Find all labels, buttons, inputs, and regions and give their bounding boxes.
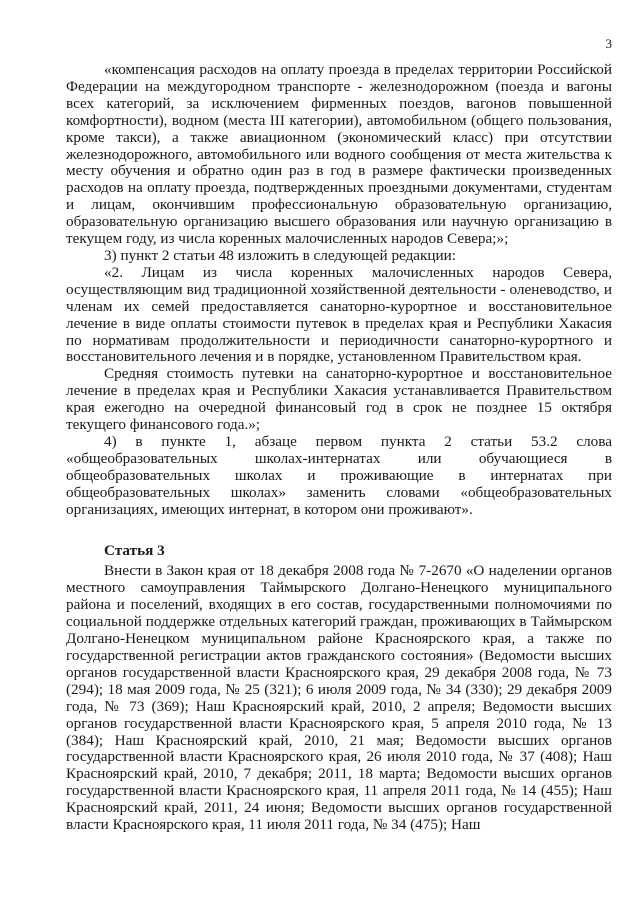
page-number: 3: [605, 36, 612, 51]
paragraph-average-cost: Средняя стоимость путевки на санаторно-курортное и восстановительное лечение в пределах края и Республики Хакасия устанавливается Правительством края ежегодно на очередной финансовый год в срок не позднее 15 октября текущего финансового года.»;: [66, 365, 612, 434]
paragraph-compensation: «компенсация расходов на оплату проезда в пределах территории Российской Федерации на междугородном транспорте - железнодорожном (поезда и вагоны всех категорий, за исключением фирменных поездов, вагонов повышенной комфортности), водном (места III категории), автомобильном (общего пользования, кроме такси), а также авиационном (экономический класс) при отсутствии железнодорожного, автомобильного или водного сообщения от места жительства к месту обучения и обратно один раз в год в размере фактически произведенных расходов на оплату проезда, подтвержденных проездными документами, студентам и лицам, окончившим профессиональную образовательную организацию, образовательную организацию высшего образования или научную организацию в текущем году, из числа коренных малочисленных народов Севера;»;: [66, 61, 612, 248]
paragraph-article-3: Внести в Закон края от 18 декабря 2008 года № 7-2670 «О наделении органов местного самоуправления Таймырского Долгано-Ненецкого муниципального района и поселений, входящих в его состав, государственными полномочиями по социальной поддержке отдельных категорий граждан, проживающих в Таймырском Долгано-Ненецком муниципальном районе Красноярского края, а также по государственной регистрации актов гражданского состояния» (Ведомости высших органов государственной власти Красноярского края, 29 декабря 2008 года, № 73 (294); 18 мая 2009 года, № 25 (321); 6 июля 2009 года, № 34 (330); 29 декабря 2009 года, № 73 (369); Наш Красноярский край, 2010, 2 апреля; Ведомости высших органов государственной власти Красноярского края, 5 апреля 2010 года, № 13 (384); Наш Красноярский край, 2010, 21 мая; Ведомости высших органов государственной власти Красноярского края, 26 июля 2010 года, № 37 (408); Наш Красноярский край, 2010, 7 декабря; 2011, 18 марта; Ведомости высших органов государственной власти Красноярского края, 11 апреля 2011 года, № 14 (455); Наш Красноярский край, 2011, 24 июня; Ведомости высших органов государственной власти Красноярского края, 11 июля 2011 года, № 34 (475); Наш: [66, 562, 612, 834]
document-body: [66, 62, 612, 834]
paragraph-quote-2: «2. Лицам из числа коренных малочисленных народов Севера, осуществляющим вид традиционной хозяйственной деятельности - оленеводство, и членам их семей предоставляется санаторно-курортное и восстановительное лечение в виде оплаты стоимости путевок в пределах края и Республики Хакасия по нормативам продолжительности и периодичности санаторно-курортного и восстановительного лечения и в порядке, установленном Правительством края.: [66, 263, 612, 366]
article-heading: Статья 3: [104, 542, 165, 560]
paragraph-item-3: 3) пункт 2 статьи 48 изложить в следующей редакции:: [104, 246, 457, 264]
paragraph-item-4: 4) в пункте 1, абзаце первом пункта 2 статьи 53.2 слова «общеобразовательных школах-интернатах или обучающиеся в общеобразовательных школах и проживающие в интернатах при общеобразовательных школах» заменить словами «общеобразовательных организациях, имеющих интернат, в котором они проживают».: [66, 432, 612, 518]
